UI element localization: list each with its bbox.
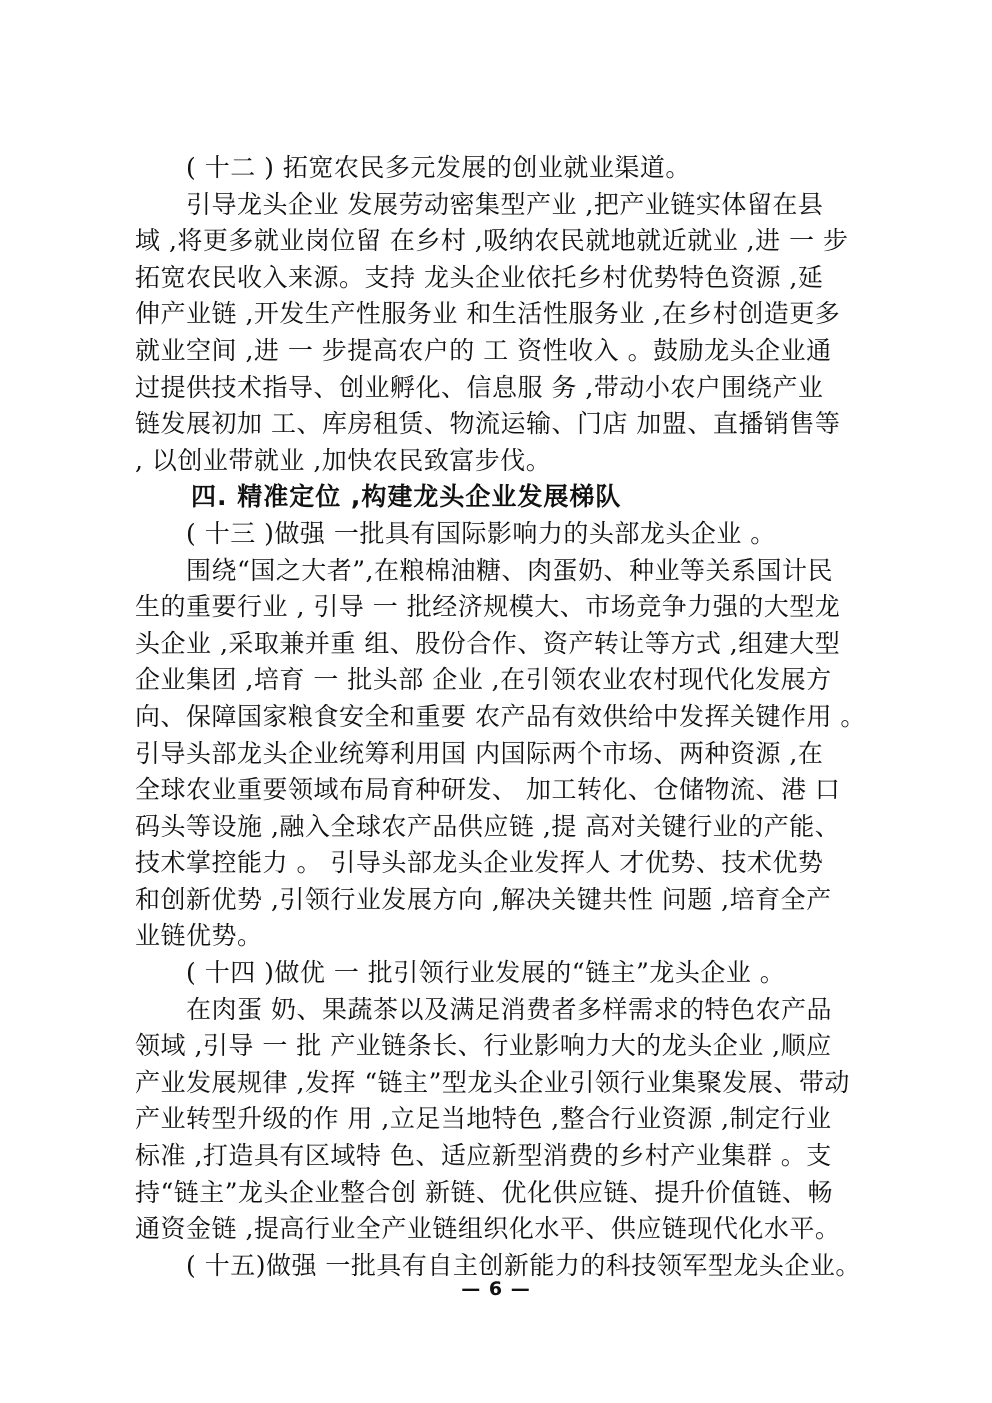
paragraph-line: 域 ,将更多就业岗位留 在乡村 ,吸纳农民就地就近就业 ,进 一 步 (135, 226, 849, 256)
paragraph-line: 在肉蛋 奶、果蔬茶以及满足消费者多样需求的特色农产品 (186, 994, 832, 1024)
paragraph-line: 领域 ,引导 一 批 产业链条长、行业影响力大的龙头企业 ,顺应 (135, 1031, 832, 1061)
page-number: — 6 — (461, 1278, 531, 1300)
subsection-heading-13: ( 十三 )做强 一批具有国际影响力的头部龙头企业 。 (186, 518, 776, 548)
paragraph-line: 生的重要行业 , 引导 一 批经济规模大、市场竞争力强的大型龙 (135, 592, 841, 622)
paragraph-line: 码头等设施 ,融入全球农产品供应链 ,提 高对关键行业的产能、 (135, 811, 841, 841)
section-heading-4: 四. 精准定位 ,构建龙头企业发展梯队 (191, 482, 622, 512)
subsection-heading-12: ( 十二 ) 拓宽农民多元发展的创业就业渠道。 (186, 153, 691, 182)
paragraph-line: 通资金链 ,提高行业全产业链组织化水平、供应链现代化水平。 (135, 1214, 841, 1244)
paragraph-line: , 以创业带就业 ,加快农民致富步伐。 (135, 445, 552, 475)
paragraph-line: 全球农业重要领域布局育种研发、 加工转化、仓储物流、港 口 (135, 775, 841, 805)
paragraph-line: 拓宽农民收入来源。支持 龙头企业依托乡村优势特色资源 ,延 (135, 262, 824, 292)
paragraph-line: 伸产业链 ,开发生产性服务业 和生活性服务业 ,在乡村创造更多 (135, 299, 841, 329)
paragraph-line: 链发展初加 工、库房租赁、物流运输、门店 加盟、直播销售等 (135, 409, 841, 439)
paragraph-line: 产业转型升级的作 用 ,立足当地特色 ,整合行业资源 ,制定行业 (135, 1104, 832, 1134)
body-text (135, 150, 870, 1284)
subsection-heading-14: ( 十四 )做优 一 批引领行业发展的“链主”龙头企业 。 (186, 958, 786, 988)
paragraph-line: 向、保障国家粮食安全和重要 农产品有效供给中发挥关键作用 。 (135, 701, 866, 731)
paragraph-line: 头企业 ,采取兼并重 组、股份合作、资产转让等方式 ,组建大型 (135, 628, 841, 658)
paragraph-line: 引导头部龙头企业统筹利用国 内国际两个市场、两种资源 ,在 (135, 738, 824, 768)
paragraph-line: 技术掌控能力 。 引导头部龙头企业发挥人 才优势、技术优势 (135, 848, 824, 878)
paragraph-line: 标准 ,打造具有区域特 色、适应新型消费的乡村产业集群 。支 (135, 1141, 832, 1171)
paragraph-line: 引导龙头企业 发展劳动密集型产业 ,把产业链实体留在县 (186, 189, 824, 219)
paragraph-line: 围绕“国之大者”,在粮棉油糖、肉蛋奶、种业等关系国计民 (186, 555, 834, 585)
paragraph-line: 产业发展规律 ,发挥 “链主”型龙头企业引领行业集聚发展、带动 (135, 1067, 850, 1097)
paragraph-line: 业链优势。 (135, 921, 263, 951)
paragraph-line: 持“链主”龙头企业整合创 新链、优化供应链、提升价值链、畅 (135, 1177, 834, 1207)
subsection-heading-15: ( 十五)做强 一批具有自主创新能力的科技领军型龙头企业。 (186, 1250, 861, 1280)
paragraph-line: 和创新优势 ,引领行业发展方向 ,解决关键共性 问题 ,培育全产 (135, 884, 832, 914)
paragraph-line: 过提供技术指导、创业孵化、信息服 务 ,带动小农户围绕产业 (135, 372, 824, 402)
paragraph-line: 企业集团 ,培育 一 批头部 企业 ,在引领农业农村现代化发展方 (135, 665, 832, 695)
paragraph-line: 就业空间 ,进 一 步提高农户的 工 资性收入 。鼓励龙头企业通 (135, 335, 832, 365)
